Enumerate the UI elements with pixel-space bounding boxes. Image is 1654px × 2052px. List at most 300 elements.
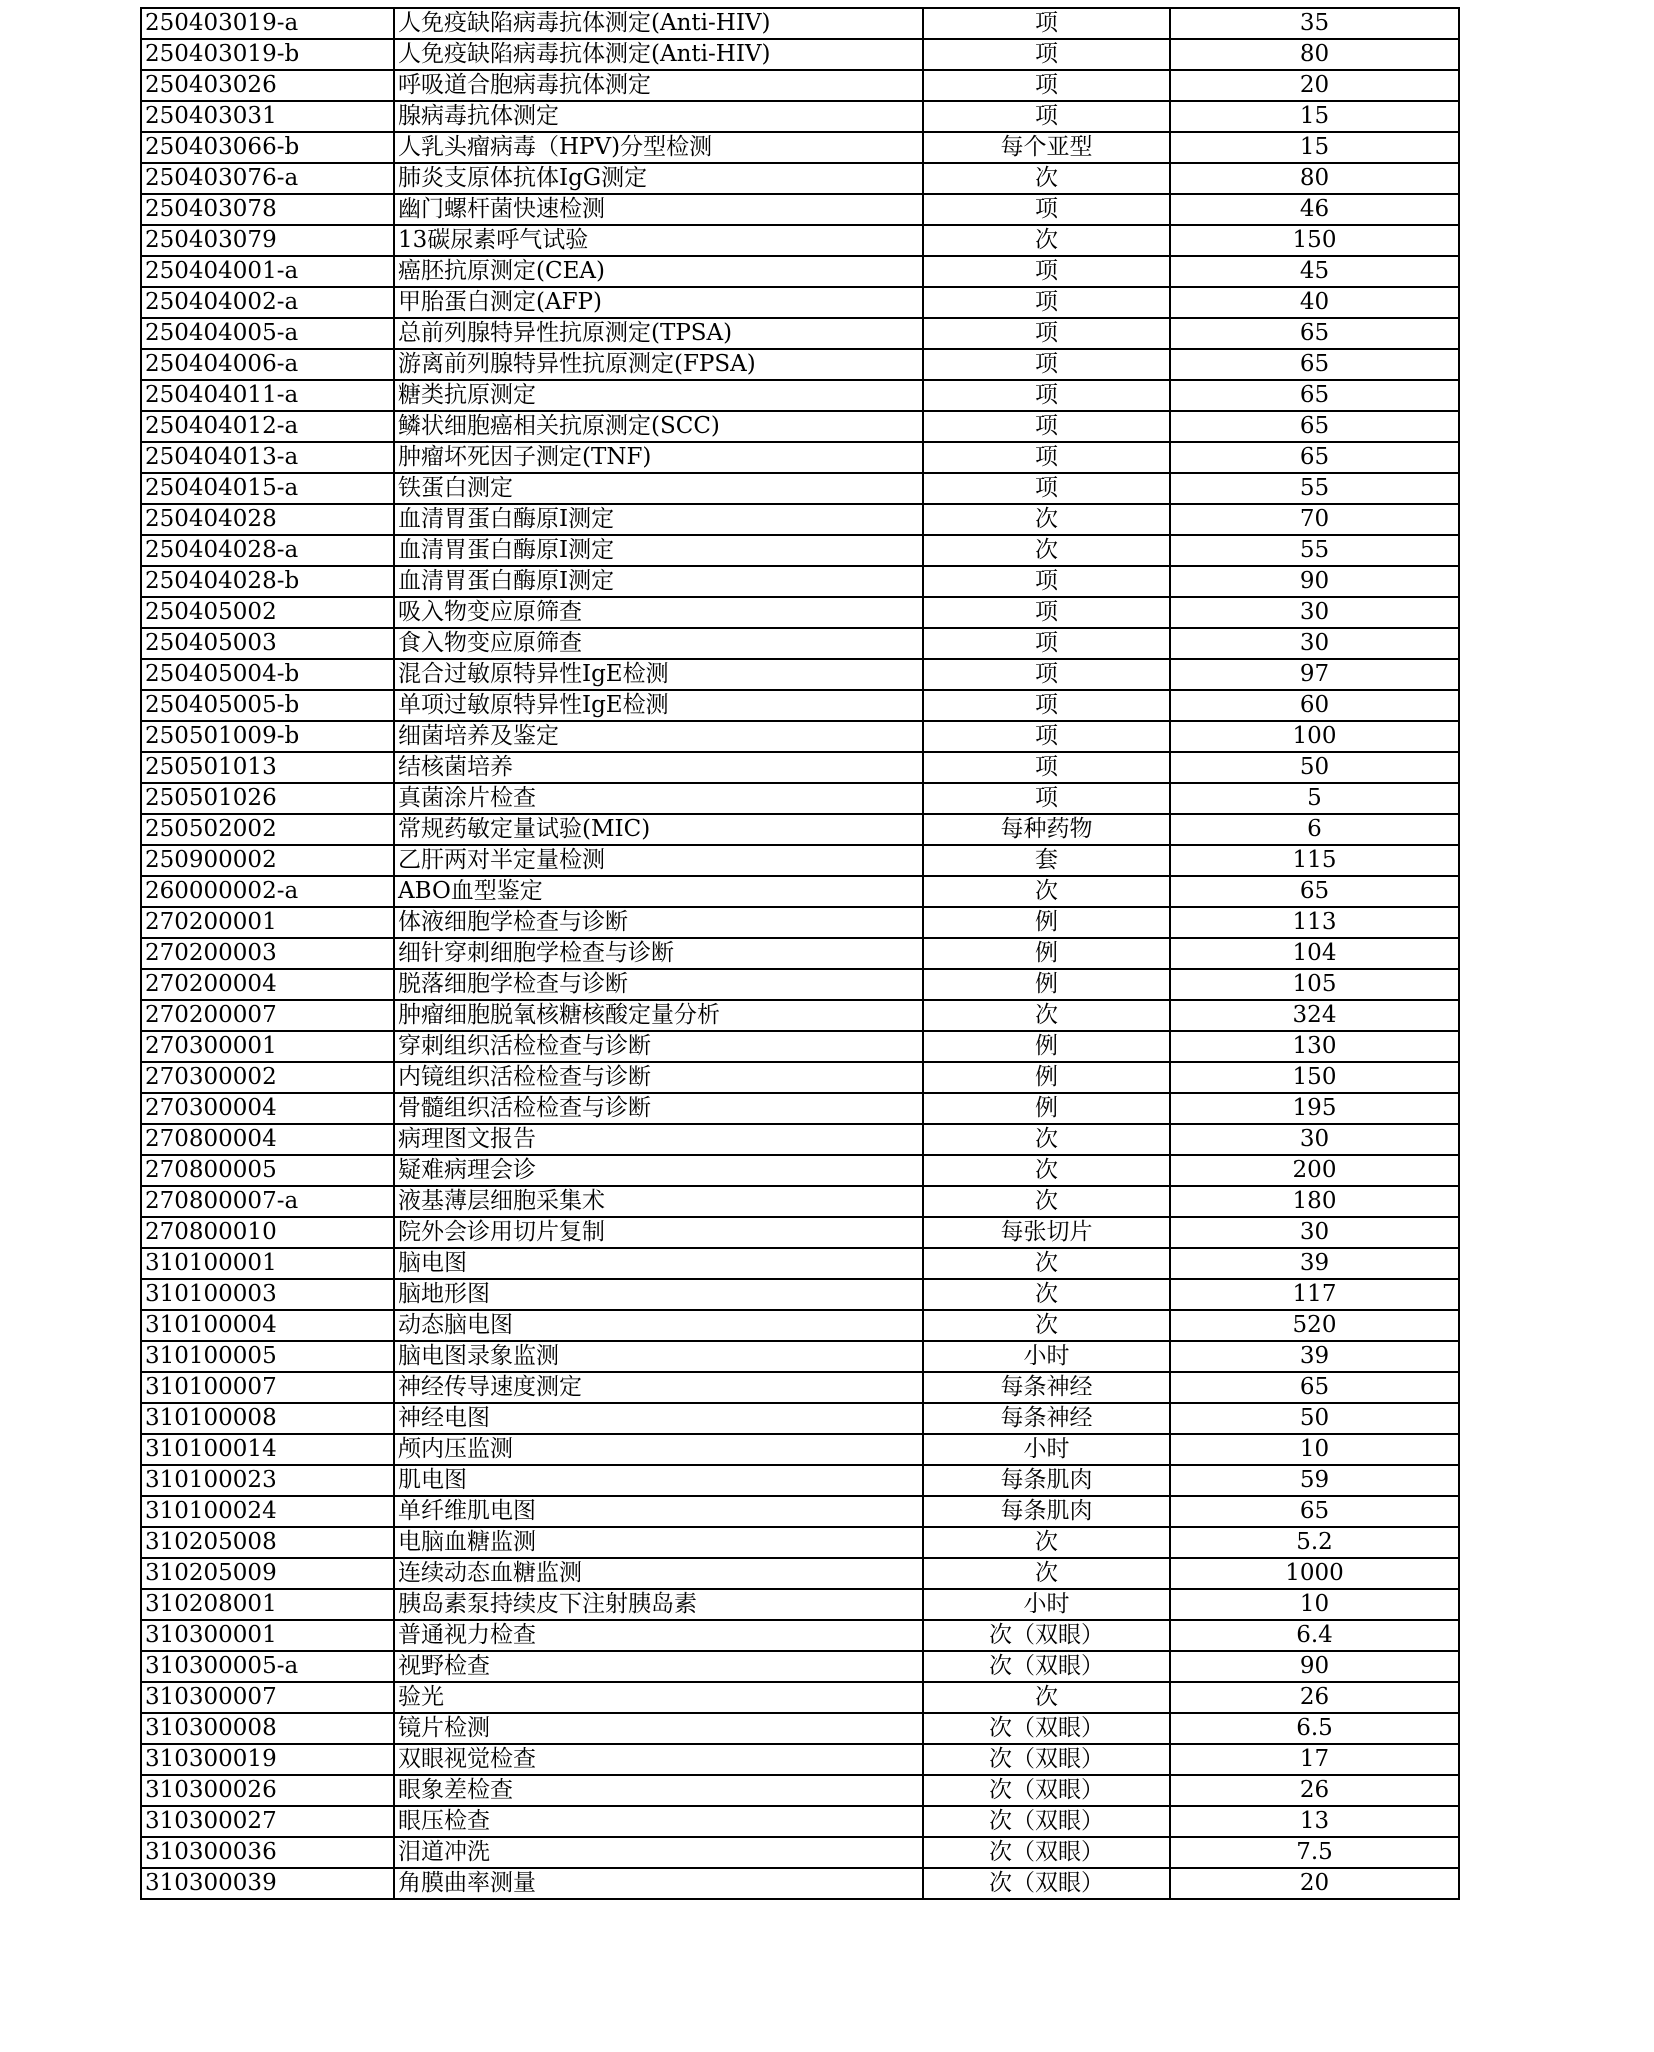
item-unit-cell: 项 [923,380,1170,411]
item-unit-cell: 项 [923,752,1170,783]
item-price-cell: 13 [1170,1806,1459,1837]
item-price-cell: 30 [1170,1217,1459,1248]
item-unit-cell: 例 [923,938,1170,969]
item-code-cell: 250900002 [141,845,394,876]
item-code-cell: 310300019 [141,1744,394,1775]
item-unit-cell: 次 [923,1527,1170,1558]
item-name-cell: 泪道冲洗 [394,1837,923,1868]
table-row [141,349,1459,380]
item-name-cell: 腺病毒抗体测定 [394,101,923,132]
item-unit-cell: 次 [923,1310,1170,1341]
item-code-cell: 250405004-b [141,659,394,690]
item-name-cell: 电脑血糖监测 [394,1527,923,1558]
item-price-cell: 104 [1170,938,1459,969]
table-row [141,1806,1459,1837]
item-code-cell: 250403076-a [141,163,394,194]
item-code-cell: 250403031 [141,101,394,132]
item-price-cell: 80 [1170,39,1459,70]
item-code-cell: 250403066-b [141,132,394,163]
item-name-cell: 癌胚抗原测定(CEA) [394,256,923,287]
item-name-cell: 总前列腺特异性抗原测定(TPSA) [394,318,923,349]
item-code-cell: 270300004 [141,1093,394,1124]
item-price-cell: 65 [1170,318,1459,349]
item-code-cell: 250403079 [141,225,394,256]
table-row [141,318,1459,349]
item-code-cell: 310205009 [141,1558,394,1589]
item-unit-cell: 例 [923,969,1170,1000]
table-row [141,1341,1459,1372]
item-code-cell: 310100014 [141,1434,394,1465]
item-unit-cell: 次 [923,1000,1170,1031]
item-unit-cell: 每条肌肉 [923,1496,1170,1527]
item-unit-cell: 次 [923,1155,1170,1186]
item-price-cell: 65 [1170,380,1459,411]
item-code-cell: 270200003 [141,938,394,969]
item-price-cell: 65 [1170,876,1459,907]
table-row [141,39,1459,70]
item-name-cell: 双眼视觉检查 [394,1744,923,1775]
item-name-cell: 食入物变应原筛查 [394,628,923,659]
item-name-cell: 人免疫缺陷病毒抗体测定(Anti-HIV) [394,39,923,70]
table-row [141,938,1459,969]
table-row [141,1496,1459,1527]
item-code-cell: 270800010 [141,1217,394,1248]
table-row [141,194,1459,225]
item-code-cell: 250404028-b [141,566,394,597]
table-row [141,1000,1459,1031]
item-code-cell: 260000002-a [141,876,394,907]
item-unit-cell: 次 [923,504,1170,535]
item-unit-cell: 项 [923,690,1170,721]
item-price-cell: 45 [1170,256,1459,287]
item-unit-cell: 例 [923,1062,1170,1093]
item-name-cell: 普通视力检查 [394,1620,923,1651]
item-price-cell: 117 [1170,1279,1459,1310]
item-name-cell: 视野检查 [394,1651,923,1682]
item-unit-cell: 次 [923,163,1170,194]
item-price-cell: 100 [1170,721,1459,752]
item-name-cell: 血清胃蛋白酶原Ⅰ测定 [394,504,923,535]
table-row [141,659,1459,690]
item-unit-cell: 次 [923,1124,1170,1155]
item-price-cell: 20 [1170,70,1459,101]
item-code-cell: 270200001 [141,907,394,938]
item-price-cell: 5 [1170,783,1459,814]
item-name-cell: 镜片检测 [394,1713,923,1744]
item-code-cell: 270800005 [141,1155,394,1186]
table-row [141,1155,1459,1186]
item-code-cell: 310100001 [141,1248,394,1279]
item-price-cell: 65 [1170,349,1459,380]
item-price-cell: 105 [1170,969,1459,1000]
item-name-cell: 院外会诊用切片复制 [394,1217,923,1248]
item-price-cell: 195 [1170,1093,1459,1124]
item-name-cell: 细菌培养及鉴定 [394,721,923,752]
item-name-cell: 幽门螺杆菌快速检测 [394,194,923,225]
item-unit-cell: 项 [923,318,1170,349]
table-row [141,1403,1459,1434]
item-unit-cell: 次（双眼） [923,1806,1170,1837]
item-code-cell: 250404011-a [141,380,394,411]
item-unit-cell: 次 [923,535,1170,566]
item-unit-cell: 次（双眼） [923,1744,1170,1775]
item-unit-cell: 次（双眼） [923,1651,1170,1682]
table-row [141,1775,1459,1806]
item-code-cell: 310300001 [141,1620,394,1651]
item-price-cell: 150 [1170,225,1459,256]
table-row [141,504,1459,535]
item-unit-cell: 每条神经 [923,1403,1170,1434]
table-row [141,814,1459,845]
table-row [141,752,1459,783]
item-unit-cell: 项 [923,442,1170,473]
item-code-cell: 310208001 [141,1589,394,1620]
item-unit-cell: 套 [923,845,1170,876]
item-code-cell: 250502002 [141,814,394,845]
item-unit-cell: 项 [923,8,1170,39]
item-name-cell: 内镜组织活检检查与诊断 [394,1062,923,1093]
item-name-cell: 单纤维肌电图 [394,1496,923,1527]
table-row [141,876,1459,907]
item-unit-cell: 每条肌肉 [923,1465,1170,1496]
item-name-cell: 甲胎蛋白测定(AFP) [394,287,923,318]
item-code-cell: 310100024 [141,1496,394,1527]
item-code-cell: 310300005-a [141,1651,394,1682]
item-code-cell: 310300007 [141,1682,394,1713]
table-row [141,8,1459,39]
item-unit-cell: 次（双眼） [923,1868,1170,1899]
item-code-cell: 250404005-a [141,318,394,349]
item-name-cell: 颅内压监测 [394,1434,923,1465]
item-unit-cell: 次（双眼） [923,1775,1170,1806]
table-row [141,721,1459,752]
item-unit-cell: 次（双眼） [923,1713,1170,1744]
item-code-cell: 270200004 [141,969,394,1000]
item-name-cell: 铁蛋白测定 [394,473,923,504]
table-row [141,1124,1459,1155]
table-row [141,1310,1459,1341]
item-unit-cell: 项 [923,473,1170,504]
item-name-cell: 液基薄层细胞采集术 [394,1186,923,1217]
item-unit-cell: 项 [923,411,1170,442]
item-name-cell: 鳞状细胞癌相关抗原测定(SCC) [394,411,923,442]
item-unit-cell: 项 [923,628,1170,659]
table-row [141,1062,1459,1093]
item-price-cell: 200 [1170,1155,1459,1186]
item-code-cell: 250404013-a [141,442,394,473]
table-row [141,1744,1459,1775]
item-unit-cell: 次 [923,1558,1170,1589]
table-row [141,628,1459,659]
item-price-cell: 10 [1170,1434,1459,1465]
item-code-cell: 310100023 [141,1465,394,1496]
item-code-cell: 250404028-a [141,535,394,566]
item-code-cell: 250501026 [141,783,394,814]
table-row [141,101,1459,132]
item-price-cell: 80 [1170,163,1459,194]
table-row [141,1620,1459,1651]
item-price-cell: 40 [1170,287,1459,318]
item-name-cell: 角膜曲率测量 [394,1868,923,1899]
item-name-cell: 人免疫缺陷病毒抗体测定(Anti-HIV) [394,8,923,39]
table-row [141,132,1459,163]
item-unit-cell: 小时 [923,1589,1170,1620]
item-unit-cell: 每种药物 [923,814,1170,845]
item-name-cell: 游离前列腺特异性抗原测定(FPSA) [394,349,923,380]
item-name-cell: 血清胃蛋白酶原Ⅰ测定 [394,535,923,566]
item-unit-cell: 项 [923,101,1170,132]
table-row [141,1651,1459,1682]
item-price-cell: 15 [1170,132,1459,163]
item-name-cell: 疑难病理会诊 [394,1155,923,1186]
item-unit-cell: 次 [923,1248,1170,1279]
table-row [141,1372,1459,1403]
table-row [141,411,1459,442]
item-name-cell: 穿刺组织活检检查与诊断 [394,1031,923,1062]
item-price-cell: 60 [1170,690,1459,721]
item-name-cell: 糖类抗原测定 [394,380,923,411]
item-unit-cell: 项 [923,256,1170,287]
table-row [141,690,1459,721]
table-row [141,1837,1459,1868]
table-row [141,566,1459,597]
item-price-cell: 17 [1170,1744,1459,1775]
item-unit-cell: 项 [923,597,1170,628]
item-code-cell: 310100005 [141,1341,394,1372]
item-price-cell: 35 [1170,8,1459,39]
table-row [141,1031,1459,1062]
item-price-cell: 90 [1170,1651,1459,1682]
item-unit-cell: 项 [923,194,1170,225]
item-price-cell: 115 [1170,845,1459,876]
item-name-cell: 连续动态血糖监测 [394,1558,923,1589]
table-row [141,442,1459,473]
item-unit-cell: 次 [923,225,1170,256]
item-price-cell: 39 [1170,1248,1459,1279]
table-row [141,1186,1459,1217]
item-name-cell: 肿瘤细胞脱氧核糖核酸定量分析 [394,1000,923,1031]
item-unit-cell: 小时 [923,1341,1170,1372]
item-name-cell: 吸入物变应原筛查 [394,597,923,628]
item-code-cell: 310100003 [141,1279,394,1310]
item-price-cell: 26 [1170,1775,1459,1806]
item-code-cell: 250404006-a [141,349,394,380]
item-price-cell: 50 [1170,752,1459,783]
item-unit-cell: 每个亚型 [923,132,1170,163]
item-code-cell: 310100004 [141,1310,394,1341]
item-price-cell: 59 [1170,1465,1459,1496]
item-unit-cell: 次 [923,1682,1170,1713]
item-price-cell: 39 [1170,1341,1459,1372]
table-row [141,1279,1459,1310]
item-code-cell: 310300027 [141,1806,394,1837]
item-code-cell: 270300002 [141,1062,394,1093]
item-name-cell: 结核菌培养 [394,752,923,783]
item-unit-cell: 次 [923,1186,1170,1217]
item-price-cell: 15 [1170,101,1459,132]
item-price-cell: 324 [1170,1000,1459,1031]
item-unit-cell: 次 [923,876,1170,907]
table-row [141,1558,1459,1589]
item-code-cell: 250403078 [141,194,394,225]
item-unit-cell: 次（双眼） [923,1837,1170,1868]
item-price-cell: 113 [1170,907,1459,938]
item-unit-cell: 每张切片 [923,1217,1170,1248]
item-unit-cell: 每条神经 [923,1372,1170,1403]
item-code-cell: 250403019-b [141,39,394,70]
item-name-cell: 胰岛素泵持续皮下注射胰岛素 [394,1589,923,1620]
item-name-cell: 动态脑电图 [394,1310,923,1341]
item-unit-cell: 次（双眼） [923,1620,1170,1651]
item-name-cell: 乙肝两对半定量检测 [394,845,923,876]
item-code-cell: 250501013 [141,752,394,783]
item-name-cell: 眼象差检查 [394,1775,923,1806]
item-price-cell: 30 [1170,1124,1459,1155]
item-name-cell: 肌电图 [394,1465,923,1496]
table-row [141,1217,1459,1248]
table-row [141,907,1459,938]
price-table-body [141,8,1459,1899]
item-name-cell: 脑地形图 [394,1279,923,1310]
item-name-cell: 脱落细胞学检查与诊断 [394,969,923,1000]
item-price-cell: 150 [1170,1062,1459,1093]
item-code-cell: 310100008 [141,1403,394,1434]
table-row [141,225,1459,256]
item-name-cell: ABO血型鉴定 [394,876,923,907]
price-table [140,7,1460,1900]
item-code-cell: 250501009-b [141,721,394,752]
item-code-cell: 270300001 [141,1031,394,1062]
item-price-cell: 65 [1170,1496,1459,1527]
table-row [141,783,1459,814]
item-unit-cell: 例 [923,1093,1170,1124]
item-code-cell: 270200007 [141,1000,394,1031]
item-name-cell: 病理图文报告 [394,1124,923,1155]
table-row [141,380,1459,411]
item-price-cell: 1000 [1170,1558,1459,1589]
table-row [141,287,1459,318]
item-code-cell: 250404001-a [141,256,394,287]
item-name-cell: 骨髓组织活检检查与诊断 [394,1093,923,1124]
table-row [141,969,1459,1000]
item-name-cell: 细针穿刺细胞学检查与诊断 [394,938,923,969]
item-name-cell: 眼压检查 [394,1806,923,1837]
item-code-cell: 310300039 [141,1868,394,1899]
item-price-cell: 130 [1170,1031,1459,1062]
item-price-cell: 55 [1170,473,1459,504]
item-unit-cell: 项 [923,721,1170,752]
item-code-cell: 250405003 [141,628,394,659]
item-code-cell: 250405002 [141,597,394,628]
item-price-cell: 65 [1170,1372,1459,1403]
item-price-cell: 97 [1170,659,1459,690]
item-code-cell: 250404028 [141,504,394,535]
item-price-cell: 90 [1170,566,1459,597]
item-code-cell: 250404002-a [141,287,394,318]
table-row [141,845,1459,876]
table-row [141,1248,1459,1279]
item-price-cell: 10 [1170,1589,1459,1620]
item-name-cell: 13碳尿素呼气试验 [394,225,923,256]
table-row [141,1093,1459,1124]
item-unit-cell: 项 [923,349,1170,380]
item-unit-cell: 次 [923,1279,1170,1310]
item-price-cell: 6.4 [1170,1620,1459,1651]
table-row [141,1589,1459,1620]
item-code-cell: 250404015-a [141,473,394,504]
item-name-cell: 肿瘤坏死因子测定(TNF) [394,442,923,473]
item-price-cell: 6 [1170,814,1459,845]
item-name-cell: 神经电图 [394,1403,923,1434]
item-unit-cell: 例 [923,907,1170,938]
item-name-cell: 神经传导速度测定 [394,1372,923,1403]
item-name-cell: 体液细胞学检查与诊断 [394,907,923,938]
item-unit-cell: 项 [923,659,1170,690]
table-row [141,1434,1459,1465]
item-name-cell: 呼吸道合胞病毒抗体测定 [394,70,923,101]
table-row [141,535,1459,566]
table-row [141,70,1459,101]
item-code-cell: 250403019-a [141,8,394,39]
table-row [141,163,1459,194]
item-price-cell: 5.2 [1170,1527,1459,1558]
item-price-cell: 46 [1170,194,1459,225]
table-row [141,1682,1459,1713]
item-unit-cell: 项 [923,287,1170,318]
item-price-cell: 26 [1170,1682,1459,1713]
item-code-cell: 310300008 [141,1713,394,1744]
item-price-cell: 520 [1170,1310,1459,1341]
item-unit-cell: 例 [923,1031,1170,1062]
item-price-cell: 20 [1170,1868,1459,1899]
table-row [141,597,1459,628]
item-unit-cell: 项 [923,566,1170,597]
item-price-cell: 65 [1170,411,1459,442]
item-code-cell: 250403026 [141,70,394,101]
item-name-cell: 验光 [394,1682,923,1713]
table-row [141,1868,1459,1899]
item-unit-cell: 项 [923,70,1170,101]
item-name-cell: 人乳头瘤病毒（HPV)分型检测 [394,132,923,163]
item-price-cell: 7.5 [1170,1837,1459,1868]
item-code-cell: 310300036 [141,1837,394,1868]
item-price-cell: 180 [1170,1186,1459,1217]
item-code-cell: 250404012-a [141,411,394,442]
item-code-cell: 250405005-b [141,690,394,721]
item-price-cell: 50 [1170,1403,1459,1434]
item-code-cell: 310100007 [141,1372,394,1403]
item-price-cell: 30 [1170,628,1459,659]
item-code-cell: 310300026 [141,1775,394,1806]
item-name-cell: 单项过敏原特异性IgE检测 [394,690,923,721]
table-row [141,1465,1459,1496]
item-price-cell: 6.5 [1170,1713,1459,1744]
table-row [141,1713,1459,1744]
item-name-cell: 常规药敏定量试验(MIC) [394,814,923,845]
table-row [141,1527,1459,1558]
item-unit-cell: 项 [923,39,1170,70]
item-name-cell: 脑电图 [394,1248,923,1279]
item-price-cell: 55 [1170,535,1459,566]
item-price-cell: 70 [1170,504,1459,535]
item-name-cell: 真菌涂片检查 [394,783,923,814]
item-name-cell: 脑电图录象监测 [394,1341,923,1372]
item-unit-cell: 小时 [923,1434,1170,1465]
item-code-cell: 270800004 [141,1124,394,1155]
table-row [141,256,1459,287]
item-price-cell: 65 [1170,442,1459,473]
item-price-cell: 30 [1170,597,1459,628]
